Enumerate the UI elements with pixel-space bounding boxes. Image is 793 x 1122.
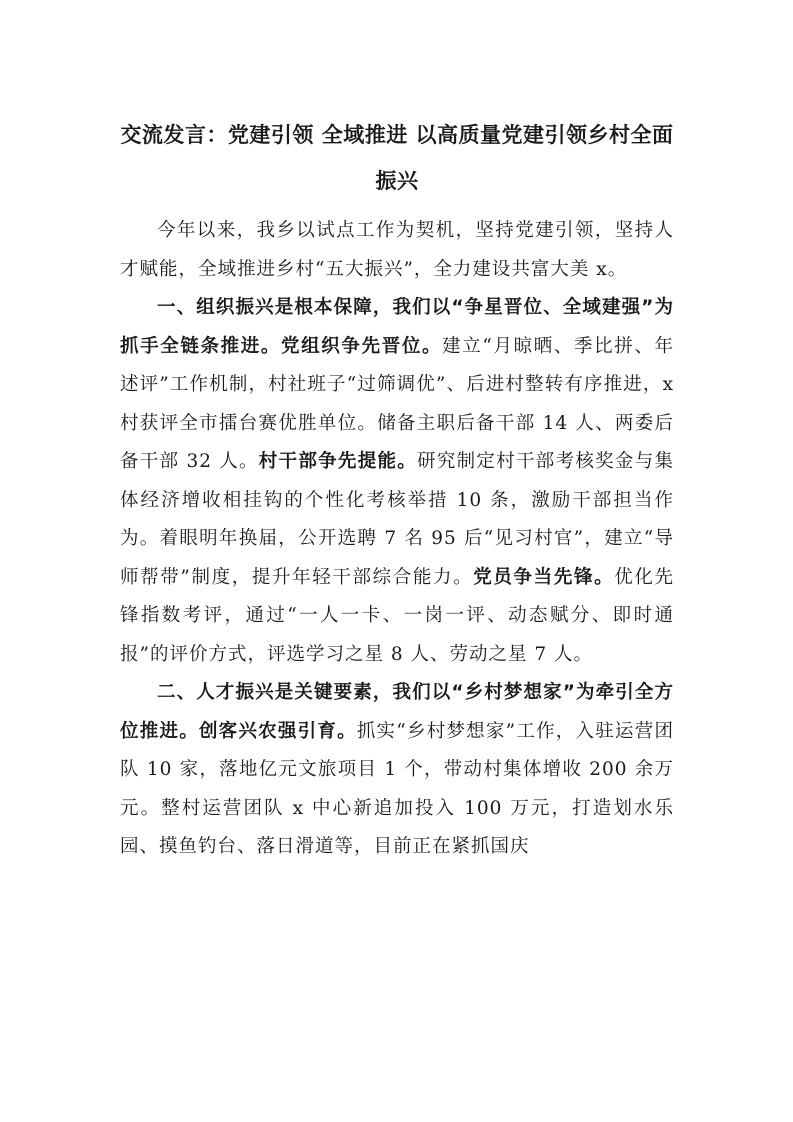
document-title: 交流发言：党建引领 全域推进 以高质量党建引领乡村全面振兴 (120, 123, 674, 193)
document-page (120, 112, 674, 867)
paragraph-text: 研究制定村干部考核奖金与集体经济增收相挂钩的个性化考核举措 10 条，激励干部担当作为。着眼明年换届，公开选聘 7 名 95 后“见习村官”，建立“导师帮带”制度，提升年轻干部综合能力。 (120, 451, 674, 588)
paragraph-text: 抓实“乡村梦想家”工作，入驻运营团队 10 家，落地亿元文旅项目 1 个，带动村集体增收 200 余万元。整村运营团队 x 中心新追加投入 100 万元，打造划水乐园、摸鱼钓台、落日滑道等，目前正在紧抓国庆 (120, 720, 674, 857)
subheading: 党员争当先锋。 (473, 566, 615, 588)
paragraph-text: 建立“月晾晒、季比拼、年述评”工作机制，村社班子“过筛调优”、后进村整转有序推进，x 村获评全市擂台赛优胜单位。储备主职后备干部 14 人、两委后备干部 32 人。 (120, 335, 674, 472)
subheading: 村干部争先提能。 (258, 451, 418, 472)
paragraph-organization (120, 289, 674, 674)
paragraph-talent (120, 674, 674, 867)
section-heading: 一、组织振兴是根本保障，我们以“争星晋位、全域建强”为抓手全链条推进。 (120, 297, 674, 357)
section-heading: 二、人才振兴是关键要素，我们以“乡村梦想家”为牵引全方位推进。 (120, 682, 674, 742)
subheading: 创客兴农强引育。 (198, 720, 357, 742)
subheading: 党组织争先晋位。 (281, 335, 443, 357)
paragraph-text: 优化先锋指数考评，通过“一人一卡、一岗一评、动态赋分、即时通报”的评价方式，评选学习之星 8 人、劳动之星 7 人。 (120, 566, 674, 665)
paragraph-intro (120, 212, 674, 289)
paragraph-text: 今年以来，我乡以试点工作为契机，坚持党建引领，坚持人才赋能，全域推进乡村“五大振兴”，全力建设共富大美 x。 (120, 220, 674, 280)
